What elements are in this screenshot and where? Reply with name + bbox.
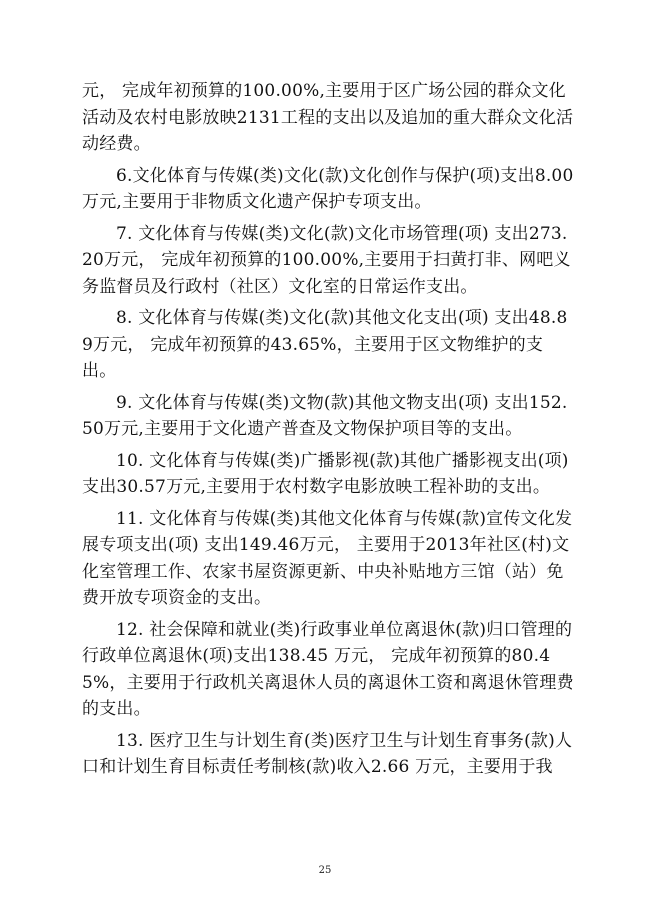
- paragraph-item-12: 12. 社会保障和就业(类)行政事业单位离退休(款)归口管理的行政单位离退休(项)支出138.45 万元， 完成年初预算的80.45%，主要用于行政机关离退休人员的离退休工资和离退休管理费的支出。: [82, 619, 574, 719]
- paragraph-item-11: 11. 文化体育与传媒(类)其他文化体育与传媒(款)宣传文化发展专项支出(项) 支出149.46万元， 主要用于2013年社区(村)文化室管理工作、农家书屋资源更新、中央补贴地方三馆（站）免费开放专项资金的支出。: [82, 508, 573, 608]
- paragraph-item-6: 6.文化体育与传媒(类)文化(款)文化创作与保护(项)支出8.00万元,主要用于非物质文化遗产保护专项支出。: [82, 165, 574, 212]
- page-number: 25: [318, 865, 332, 876]
- document-body: [82, 78, 574, 786]
- paragraph-continued: 元， 完成年初预算的100.00%,主要用于区广场公园的群众文化活动及农村电影放映2131工程的支出以及追加的重大群众文化活动经费。: [82, 81, 574, 154]
- paragraph-item-13: 13. 医疗卫生与计划生育(类)医疗卫生与计划生育事务(款)人口和计划生育目标责任考制核(款)收入2.66 万元，主要用于我: [82, 730, 573, 777]
- paragraph-item-8: 8. 文化体育与传媒(类)文化(款)其他文化支出(项) 支出48.89万元， 完成年初预算的43.65%，主要用于区文物维护的支出。: [82, 308, 568, 381]
- paragraph-item-9: 9. 文化体育与传媒(类)文物(款)其他文物支出(项) 支出152.50万元,主要用于文化遗产普查及文物保护项目等的支出。: [82, 392, 568, 439]
- paragraph-item-10: 10. 文化体育与传媒(类)广播影视(款)其他广播影视支出(项) 支出30.57万元,主要用于农村数字电影放映工程补助的支出。: [82, 450, 569, 497]
- paragraph-item-7: 7. 文化体育与传媒(类)文化(款)文化市场管理(项) 支出273.20万元， 完成年初预算的100.00%,主要用于扫黄打非、网吧义务监督员及行政村（社区）文化室的日常运作支出。: [82, 223, 571, 297]
